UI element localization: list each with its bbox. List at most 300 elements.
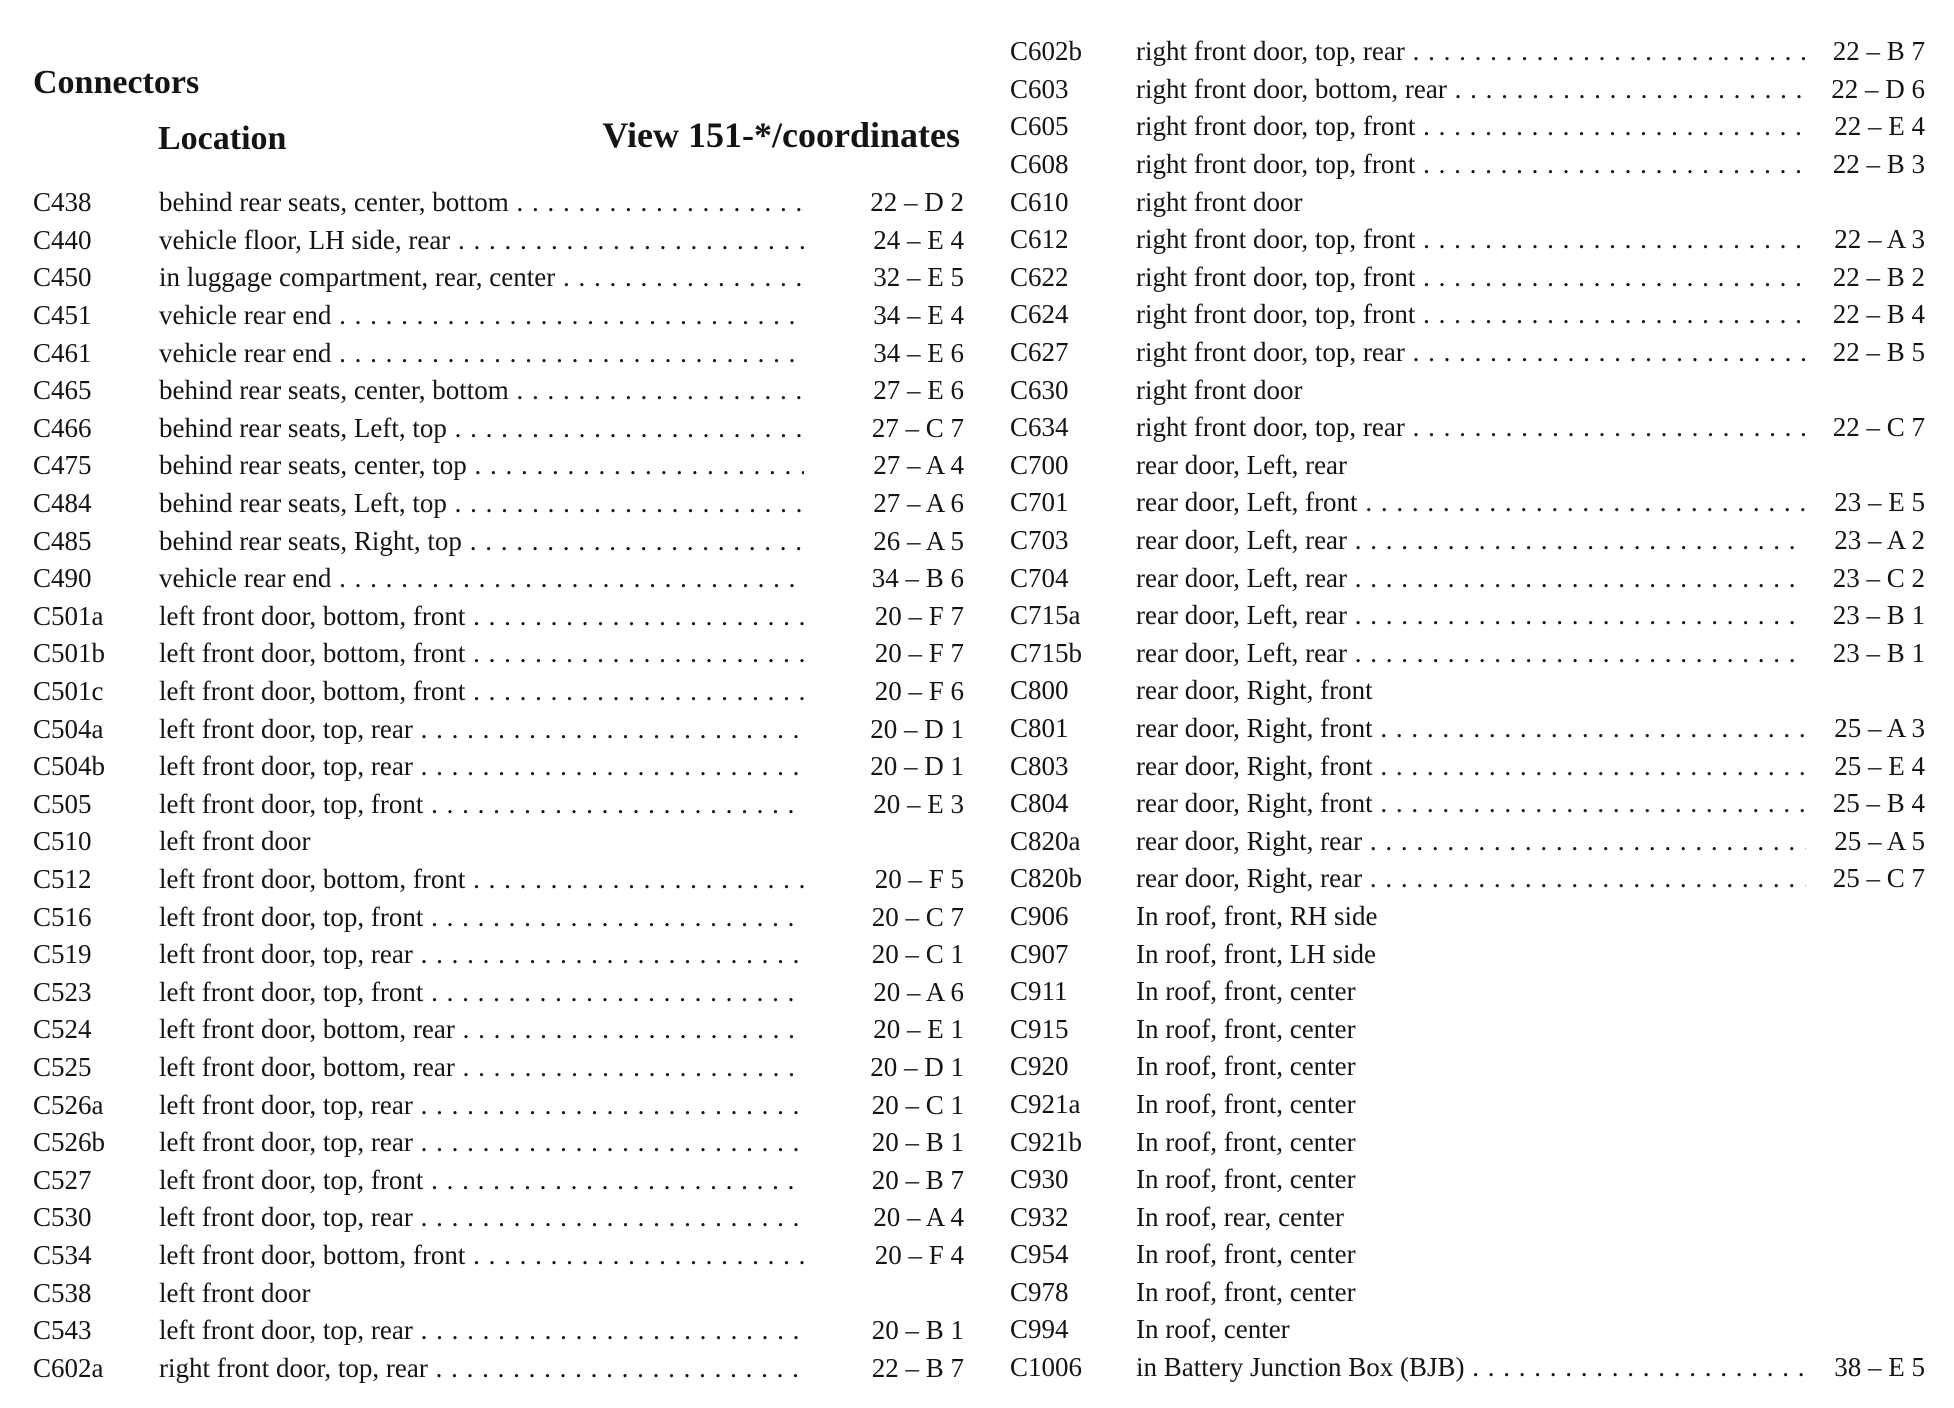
connector-coordinates: 20 – B 7	[871, 1164, 964, 1195]
connector-location	[159, 225, 804, 256]
dot-leader	[1362, 863, 1806, 893]
connector-location-text: behind rear seats, center, bottom	[159, 375, 509, 406]
connector-location	[1136, 224, 1806, 255]
connector-row	[33, 297, 968, 335]
connector-code: C634	[1010, 412, 1069, 443]
connector-location-text: left front door, bottom, front	[159, 1239, 466, 1270]
connector-code: C703	[1010, 525, 1069, 556]
connector-coordinates: 20 – E 1	[873, 1014, 964, 1045]
connector-row	[33, 259, 968, 297]
connector-row	[1010, 71, 1925, 109]
connector-code: C534	[33, 1239, 92, 1270]
connector-code: C627	[1010, 337, 1069, 368]
dot-leader	[423, 1165, 804, 1195]
dot-leader	[467, 450, 804, 480]
connector-location-text: rear door, Right, rear	[1136, 825, 1363, 856]
dot-leader	[1347, 525, 1806, 555]
connector-row	[1010, 108, 1925, 146]
connector-coordinates: 32 – E 5	[873, 262, 964, 293]
connector-row	[1010, 1161, 1925, 1199]
connector-row	[33, 936, 968, 974]
connector-location	[1136, 751, 1806, 782]
connector-coordinates: 23 – B 1	[1832, 600, 1925, 631]
connector-location	[159, 826, 804, 857]
connector-location	[159, 1127, 804, 1158]
connector-location	[1136, 600, 1806, 631]
connector-coordinates: 20 – F 5	[874, 863, 964, 894]
connector-row	[1010, 559, 1925, 597]
connector-location-text: left front door, bottom, front	[159, 863, 466, 894]
connector-location-text: left front door, top, front	[159, 976, 424, 1007]
connector-location-text: rear door, Left, rear	[1136, 449, 1348, 480]
dot-leader	[1362, 826, 1806, 856]
connector-location-text: rear door, Right, front	[1136, 712, 1373, 743]
connector-code: C475	[33, 450, 92, 481]
connector-coordinates: 27 – A 4	[873, 450, 964, 481]
connector-code: C501a	[33, 600, 104, 631]
dot-leader	[1347, 638, 1806, 668]
connector-location-text: in Battery Junction Box (BJB)	[1136, 1352, 1465, 1383]
connector-location	[1136, 187, 1806, 218]
connector-coordinates: 22 – B 4	[1832, 299, 1925, 330]
connector-row	[1010, 597, 1925, 635]
connector-code: C530	[33, 1202, 92, 1233]
connector-location-text: right front door, top, rear	[1136, 36, 1405, 67]
connector-location-text: left front door, top, front	[159, 901, 424, 932]
connector-coordinates: 20 – F 6	[874, 676, 964, 707]
connector-location	[159, 300, 804, 331]
connector-code: C603	[1010, 73, 1069, 104]
connector-location-text: left front door, top, rear	[159, 1202, 413, 1233]
connector-code: C512	[33, 863, 92, 894]
connector-location	[159, 262, 804, 293]
connector-location	[159, 1052, 804, 1083]
connector-location	[1136, 901, 1806, 932]
connector-location	[159, 1014, 804, 1045]
connector-row	[1010, 710, 1925, 748]
connector-location-text: In roof, front, center	[1136, 1164, 1356, 1195]
connector-location	[1136, 74, 1806, 105]
dot-leader	[413, 751, 804, 781]
connector-code: C820a	[1010, 825, 1081, 856]
connector-location	[159, 676, 804, 707]
dot-leader	[1447, 74, 1806, 104]
connector-location	[159, 864, 804, 895]
dot-leader	[423, 977, 804, 1007]
connector-row	[1010, 1236, 1925, 1274]
connector-location-text: left front door, top, rear	[159, 713, 413, 744]
connector-row	[33, 1011, 968, 1049]
connector-location-text: In roof, front, center	[1136, 1088, 1356, 1119]
connector-coordinates: 34 – B 6	[871, 563, 964, 594]
connector-row	[1010, 973, 1925, 1011]
connector-code: C803	[1010, 750, 1069, 781]
dot-leader	[1405, 337, 1806, 367]
connector-coordinates: 22 – B 7	[1832, 36, 1925, 67]
connector-coordinates: 20 – C 7	[871, 901, 964, 932]
connector-location-text: rear door, Left, rear	[1136, 562, 1348, 593]
connector-code: C504a	[33, 713, 104, 744]
connector-coordinates: 27 – E 6	[873, 375, 964, 406]
dot-leader	[465, 1240, 804, 1270]
connector-row	[33, 786, 968, 824]
connector-code: C440	[33, 224, 92, 255]
connector-coordinates: 20 – D 1	[870, 713, 964, 744]
connector-coordinates: 20 – C 1	[871, 939, 964, 970]
connector-coordinates: 23 – B 1	[1832, 637, 1925, 668]
dot-leader	[1415, 149, 1806, 179]
connector-location-text: vehicle rear end	[159, 300, 332, 331]
connector-row	[1010, 1311, 1925, 1349]
connector-code: C608	[1010, 149, 1069, 180]
connector-location-text: left front door, top, rear	[159, 939, 413, 970]
connector-location	[159, 563, 804, 594]
dot-leader	[465, 638, 804, 668]
dot-leader	[1415, 299, 1806, 329]
connector-location	[159, 488, 804, 519]
dot-leader	[450, 225, 804, 255]
connector-location	[1136, 525, 1806, 556]
connector-row	[1010, 1349, 1925, 1387]
connector-location	[1136, 939, 1806, 970]
connector-coordinates: 22 – E 4	[1834, 111, 1925, 142]
connector-coordinates: 20 – F 7	[874, 638, 964, 669]
dot-leader	[455, 1014, 804, 1044]
connector-coordinates: 25 – A 5	[1834, 825, 1925, 856]
connector-coordinates: 22 – B 3	[1832, 149, 1925, 180]
connector-code: C800	[1010, 675, 1069, 706]
connector-coordinates: 23 – A 2	[1834, 525, 1925, 556]
connector-location-text: In roof, front, center	[1136, 1051, 1356, 1082]
connector-coordinates: 26 – A 5	[873, 525, 964, 556]
connector-row	[33, 372, 968, 410]
connector-coordinates: 34 – E 4	[873, 300, 964, 331]
connector-code: C622	[1010, 261, 1069, 292]
connector-coordinates: 22 – B 5	[1832, 337, 1925, 368]
dot-leader	[413, 714, 804, 744]
connector-code: C602b	[1010, 36, 1083, 67]
connector-row	[33, 222, 968, 260]
connector-location-text: behind rear seats, center, bottom	[159, 187, 509, 218]
dot-leader	[1373, 788, 1806, 818]
connector-row	[1010, 785, 1925, 823]
connector-coordinates: 25 – E 4	[1834, 750, 1925, 781]
connector-location-text: In roof, front, center	[1136, 976, 1356, 1007]
connector-coordinates: 25 – A 3	[1834, 712, 1925, 743]
connector-code: C465	[33, 375, 92, 406]
connector-location	[1136, 487, 1806, 518]
connector-coordinates: 20 – C 1	[871, 1089, 964, 1120]
dot-leader	[423, 789, 804, 819]
connector-location-text: left front door, top, rear	[159, 1089, 413, 1120]
dot-leader	[1415, 224, 1806, 254]
connector-code: C504b	[33, 751, 106, 782]
connector-row	[1010, 822, 1925, 860]
connector-location-text: rear door, Right, front	[1136, 750, 1373, 781]
connector-code: C485	[33, 525, 92, 556]
connector-code: C906	[1010, 900, 1069, 931]
dot-leader	[447, 413, 804, 443]
connector-code: C605	[1010, 111, 1069, 142]
connector-code: C954	[1010, 1239, 1069, 1270]
connector-code: C630	[1010, 374, 1069, 405]
connector-location	[159, 601, 804, 632]
connector-location-text: left front door	[159, 826, 311, 857]
connector-code: C524	[33, 1014, 92, 1045]
connector-row	[33, 1086, 968, 1124]
connector-code: C451	[33, 300, 92, 331]
connector-location-text: In roof, front, center	[1136, 1013, 1356, 1044]
dot-leader	[1373, 751, 1806, 781]
connector-coordinates: 20 – A 6	[873, 976, 964, 1007]
connector-location-text: right front door, top, front	[1136, 149, 1416, 180]
dot-leader	[455, 1052, 804, 1082]
connector-location-text: left front door, bottom, front	[159, 676, 466, 707]
connector-row	[1010, 259, 1925, 297]
connector-location-text: In roof, front, center	[1136, 1239, 1356, 1270]
connector-code: C526b	[33, 1127, 106, 1158]
connector-location-text: In roof, front, center	[1136, 1126, 1356, 1157]
connector-row	[1010, 935, 1925, 973]
connector-row	[33, 748, 968, 786]
dot-leader	[1415, 262, 1806, 292]
connector-row	[1010, 221, 1925, 259]
connector-location	[1136, 412, 1806, 443]
connector-location-text: left front door, top, front	[159, 1164, 424, 1195]
connector-location	[159, 450, 804, 481]
connector-row	[33, 823, 968, 861]
connector-code: C602a	[33, 1352, 104, 1383]
connector-location	[159, 526, 804, 557]
connector-location	[1136, 1089, 1806, 1120]
connector-location-text: behind rear seats, center, top	[159, 450, 467, 481]
dot-leader	[1405, 412, 1806, 442]
connector-location	[1136, 337, 1806, 368]
connector-location	[159, 1165, 804, 1196]
connector-location	[1136, 1202, 1806, 1233]
connector-code: C921b	[1010, 1126, 1083, 1157]
connector-coordinates: 22 – D 2	[870, 187, 964, 218]
connector-location-text: vehicle rear end	[159, 337, 332, 368]
connector-code: C715a	[1010, 600, 1081, 631]
dot-leader	[509, 375, 804, 405]
connector-row	[1010, 747, 1925, 785]
connector-row	[1010, 1010, 1925, 1048]
connector-row	[33, 1237, 968, 1275]
connector-location-text: right front door	[1136, 186, 1303, 217]
connector-code: C921a	[1010, 1088, 1081, 1119]
connector-location	[1136, 111, 1806, 142]
connector-location	[159, 338, 804, 369]
connector-location-text: left front door, top, front	[159, 788, 424, 819]
connector-location	[159, 1090, 804, 1121]
dot-leader	[465, 601, 804, 631]
connector-location	[159, 1278, 804, 1309]
connector-location-text: left front door, bottom, front	[159, 600, 466, 631]
connector-row	[33, 1274, 968, 1312]
dot-leader	[555, 262, 804, 292]
connector-code: C450	[33, 262, 92, 293]
connector-coordinates: 20 – D 1	[870, 751, 964, 782]
dot-leader	[423, 902, 804, 932]
connector-code: C932	[1010, 1201, 1069, 1232]
connector-row	[33, 861, 968, 899]
connector-code: C505	[33, 788, 92, 819]
connector-location-text: In roof, rear, center	[1136, 1201, 1345, 1232]
connector-coordinates: 22 – B 2	[1832, 261, 1925, 292]
connector-code: C704	[1010, 562, 1069, 593]
connector-code: C978	[1010, 1276, 1069, 1307]
connector-code: C519	[33, 939, 92, 970]
connector-row	[1010, 146, 1925, 184]
connector-row	[33, 447, 968, 485]
connector-code: C994	[1010, 1314, 1069, 1345]
connector-location-text: vehicle rear end	[159, 563, 332, 594]
connector-coordinates: 20 – B 1	[871, 1315, 964, 1346]
connector-code: C612	[1010, 224, 1069, 255]
connector-code: C490	[33, 563, 92, 594]
connector-code: C510	[33, 826, 92, 857]
connector-location	[1136, 713, 1806, 744]
connector-row	[1010, 296, 1925, 334]
connector-location	[159, 375, 804, 406]
connector-code: C501b	[33, 638, 106, 669]
dot-leader	[509, 187, 804, 217]
connector-row	[1010, 860, 1925, 898]
connector-coordinates: 20 – D 1	[870, 1051, 964, 1082]
connector-coordinates: 34 – E 6	[873, 337, 964, 368]
connector-location-text: rear door, Right, front	[1136, 788, 1373, 819]
connector-location	[1136, 1164, 1806, 1195]
connector-coordinates: 22 – A 3	[1834, 224, 1925, 255]
connector-code: C466	[33, 412, 92, 443]
connector-row	[33, 673, 968, 711]
connector-code: C920	[1010, 1051, 1069, 1082]
connector-row	[33, 635, 968, 673]
connector-code: C516	[33, 901, 92, 932]
connector-location-text: left front door, bottom, rear	[159, 1051, 455, 1082]
connector-location-text: right front door, top, front	[1136, 299, 1416, 330]
connector-list-left	[33, 184, 968, 1387]
connector-location	[1136, 1014, 1806, 1045]
connector-location	[1136, 450, 1806, 481]
connector-coordinates: 23 – C 2	[1832, 562, 1925, 593]
connector-coordinates: 27 – A 6	[873, 488, 964, 519]
connector-location-text: In roof, front, LH side	[1136, 938, 1376, 969]
connector-location	[1136, 1314, 1806, 1345]
connector-location	[159, 939, 804, 970]
connector-code: C820b	[1010, 863, 1083, 894]
connector-row	[1010, 1086, 1925, 1124]
connector-row	[33, 898, 968, 936]
connector-row	[1010, 447, 1925, 485]
connector-location	[1136, 826, 1806, 857]
connector-location-text: left front door, top, rear	[159, 751, 413, 782]
dot-leader	[413, 1127, 804, 1157]
connector-location-text: right front door, bottom, rear	[1136, 73, 1447, 104]
connector-row	[33, 1312, 968, 1350]
connector-location-text: rear door, Left, front	[1136, 487, 1358, 518]
connector-location-text: behind rear seats, Left, top	[159, 488, 447, 519]
connector-row	[1010, 1274, 1925, 1312]
connector-coordinates: 20 – B 1	[871, 1127, 964, 1158]
connector-location-text: In roof, front, center	[1136, 1276, 1356, 1307]
connector-location-text: right front door, top, rear	[1136, 412, 1405, 443]
page-title: Connectors	[33, 64, 200, 101]
connector-location	[1136, 976, 1806, 1007]
connector-coordinates: 38 – E 5	[1834, 1352, 1925, 1383]
connector-location	[159, 1240, 804, 1271]
connector-coordinates: 20 – A 4	[873, 1202, 964, 1233]
connector-code: C715b	[1010, 637, 1083, 668]
connector-location	[1136, 1239, 1806, 1270]
connector-location	[1136, 149, 1806, 180]
connector-row	[1010, 371, 1925, 409]
connector-row	[33, 598, 968, 636]
dot-leader	[1415, 111, 1806, 141]
dot-leader	[447, 488, 804, 518]
connector-location	[159, 1315, 804, 1346]
connector-code: C907	[1010, 938, 1069, 969]
connector-code: C610	[1010, 186, 1069, 217]
connector-location	[1136, 1051, 1806, 1082]
connector-location-text: In roof, center	[1136, 1314, 1290, 1345]
connector-location-text: left front door, bottom, rear	[159, 1014, 455, 1045]
connector-row	[33, 334, 968, 372]
connector-code: C911	[1010, 976, 1068, 1007]
connector-row	[33, 1124, 968, 1162]
connector-location	[1136, 863, 1806, 894]
dot-leader	[465, 864, 804, 894]
connector-location	[1136, 788, 1806, 819]
connector-code: C484	[33, 488, 92, 519]
dot-leader	[413, 1202, 804, 1232]
connector-coordinates: 20 – F 7	[874, 600, 964, 631]
connector-location-text: left front door, top, rear	[159, 1127, 413, 1158]
connector-coordinates: 25 – B 4	[1832, 788, 1925, 819]
dot-leader	[462, 526, 804, 556]
connector-location	[159, 751, 804, 782]
connector-location-text: left front door, bottom, front	[159, 638, 466, 669]
connector-code: C526a	[33, 1089, 104, 1120]
connector-location-text: rear door, Right, rear	[1136, 863, 1363, 894]
connector-row	[1010, 672, 1925, 710]
connector-location	[1136, 638, 1806, 669]
connector-location	[1136, 299, 1806, 330]
dot-leader	[331, 338, 804, 368]
connector-row	[1010, 334, 1925, 372]
location-column-header: Location	[158, 120, 287, 157]
connector-row	[1010, 522, 1925, 560]
connector-code: C701	[1010, 487, 1069, 518]
connector-code: C930	[1010, 1164, 1069, 1195]
connector-location	[159, 789, 804, 820]
connector-code: C543	[33, 1315, 92, 1346]
connector-code: C438	[33, 187, 92, 218]
connector-location	[159, 413, 804, 444]
connector-location-text: rear door, Right, front	[1136, 675, 1373, 706]
connector-code: C527	[33, 1164, 92, 1195]
connector-location	[159, 1202, 804, 1233]
connector-location-text: right front door	[1136, 374, 1303, 405]
dot-leader	[1373, 713, 1806, 743]
connector-location-text: rear door, Left, rear	[1136, 600, 1348, 631]
connector-row	[1010, 183, 1925, 221]
connector-code: C804	[1010, 788, 1069, 819]
connector-location-text: rear door, Left, rear	[1136, 637, 1348, 668]
connector-location	[159, 902, 804, 933]
connector-row	[1010, 898, 1925, 936]
